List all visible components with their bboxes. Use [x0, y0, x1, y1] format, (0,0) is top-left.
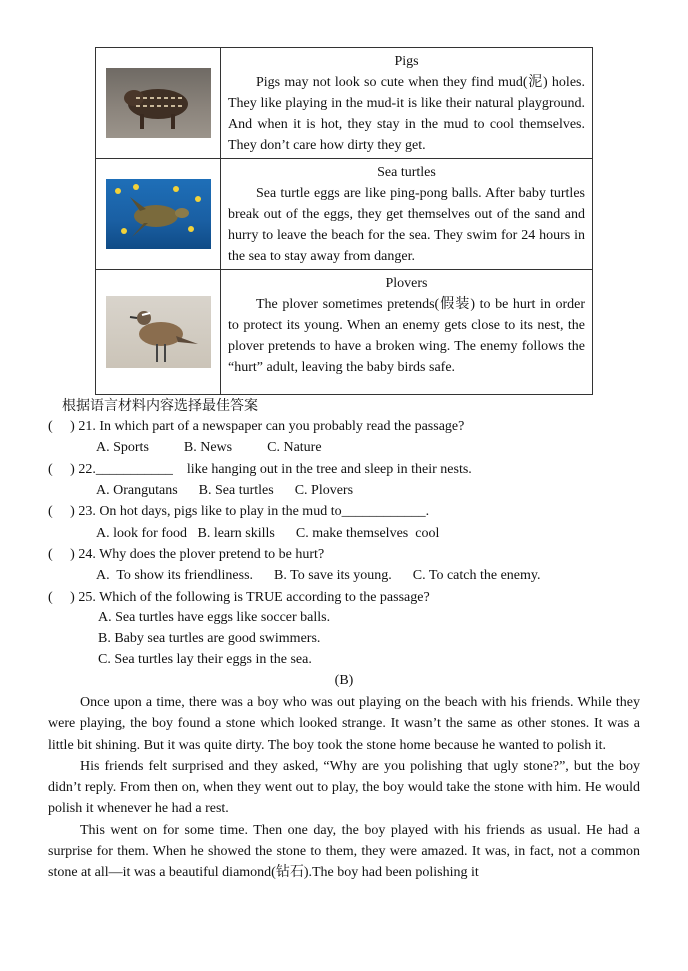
- question-25: ( ) 25. Which of the following is TRUE according to the passage?: [48, 590, 430, 605]
- question-22: ( ) 22.___________ like hanging out in the tree and sleep in their nests.: [48, 462, 472, 477]
- table-row: [96, 48, 593, 159]
- text-cell: [221, 159, 593, 270]
- sea-turtle-photo: [106, 179, 211, 249]
- row-body: The plover sometimes pretends(假装) to be hurt in order to protect its young. When an enemy gets close to its nest, the plover pretends to have a broken wing. The enemy follows the “hurt” adult, leaving the baby birds safe.: [228, 297, 585, 375]
- passage-paragraph: Once upon a time, there was a boy who was out playing on the beach with his friends. While they were playing, the boy found a stone which looked strange. It wasn’t the same as other stones. It was a little bit shining. But it was quite dirty. The boy took the stone home because he wanted to polish it.: [48, 695, 640, 753]
- row-title: Plovers: [385, 276, 428, 291]
- question-24: ( ) 24. Why does the plover pretend to be hurt?: [48, 547, 325, 562]
- question-21: ( ) 21. In which part of a newspaper can you probably read the passage?: [48, 419, 465, 434]
- question-25-option-a: A. Sea turtles have eggs like soccer balls.: [98, 610, 331, 625]
- pig-photo: [106, 68, 211, 138]
- row-title: Sea turtles: [377, 165, 436, 180]
- part-b-label: (B): [334, 673, 354, 688]
- question-23: ( ) 23. On hot days, pigs like to play in the mud to____________.: [48, 504, 430, 519]
- question-22-options: A. Orangutans B. Sea turtles C. Plovers: [96, 483, 354, 498]
- row-body: Sea turtle eggs are like ping-pong balls. After baby turtles break out of the eggs, they get themselves out of the sand and hurry to leave the beach for the sea. They swim for 24 hours in the sea to stay away from danger.: [228, 186, 585, 264]
- question-23-options: A. look for food B. learn skills C. make themselves cool: [96, 526, 440, 541]
- plover-photo: [106, 296, 211, 368]
- passage-b: [48, 692, 640, 884]
- question-24-options: A. To show its friendliness. B. To save its young. C. To catch the enemy.: [96, 568, 541, 583]
- image-cell: [96, 270, 221, 395]
- row-title: Pigs: [394, 54, 419, 69]
- animals-table: [95, 47, 593, 395]
- text-cell: [221, 48, 593, 159]
- table-row: [96, 270, 593, 395]
- image-cell: [96, 48, 221, 159]
- text-cell: [221, 270, 593, 395]
- table-row: [96, 159, 593, 270]
- passage-paragraph: This went on for some time. Then one day, the boy played with his friends as usual. He had a surprise for them. When he showed the stone to them, they were amazed. It was, in fact, not a common stone at all—it was a beautiful diamond(钻石).The boy had been polishing it: [48, 822, 640, 881]
- image-cell: [96, 159, 221, 270]
- question-21-options: A. Sports B. News C. Nature: [96, 440, 322, 455]
- section-heading: 根据语言材料内容选择最佳答案: [62, 398, 258, 414]
- row-body: Pigs may not look so cute when they find mud(泥) holes. They like playing in the mud-it is like their natural playground. And when it is hot, they stay in the mud to cool themselves. They don’t care how dirty they get.: [228, 75, 585, 153]
- question-25-option-c: C. Sea turtles lay their eggs in the sea.: [98, 652, 312, 667]
- passage-paragraph: His friends felt surprised and they asked, “Why are you polishing that ugly stone?”, but the boy didn’t reply. From then on, when they went out to play, the boy would take the stone with him. He would polish it whenever he had a rest.: [48, 758, 640, 817]
- question-25-option-b: B. Baby sea turtles are good swimmers.: [98, 631, 321, 646]
